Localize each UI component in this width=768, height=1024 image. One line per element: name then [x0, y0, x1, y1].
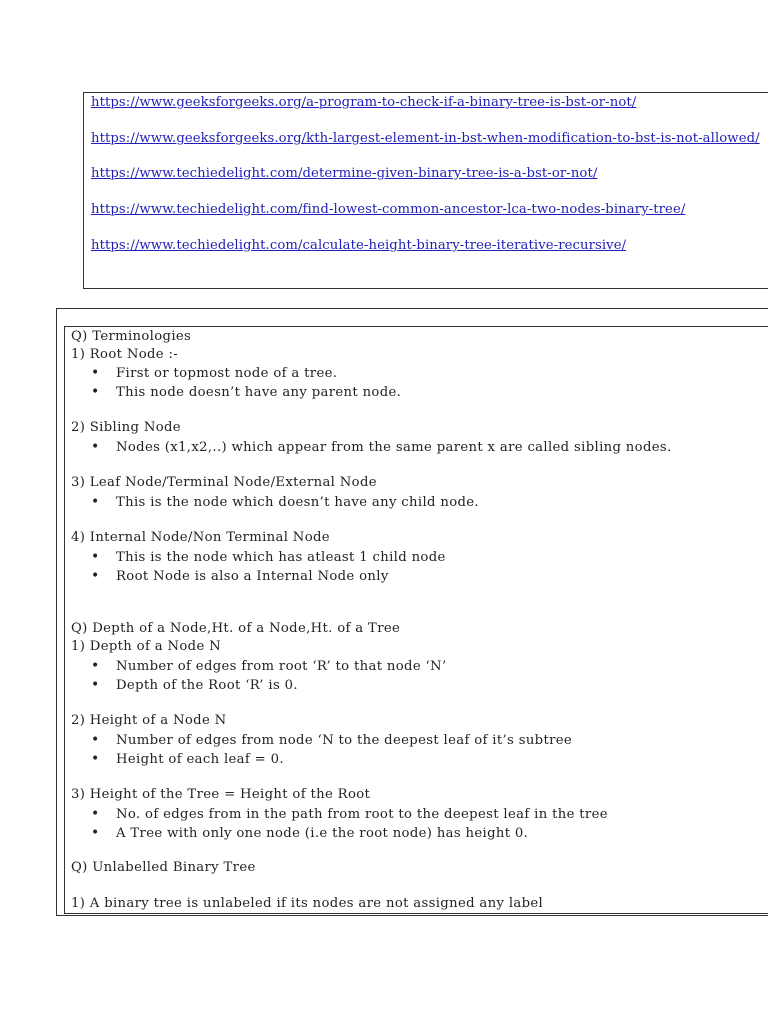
bullet-icon: •	[91, 439, 100, 455]
section-unlabeled-definition: 1) A binary tree is unlabeled if its nodes are not assigned any label	[71, 896, 544, 911]
notes-box	[64, 326, 768, 914]
list-item-text: Nodes (x1,x2,..) which appear from the same parent x are called sibling nodes.	[116, 440, 672, 455]
section-depth-of-node: 1) Depth of a Node N	[71, 639, 222, 654]
list-item	[91, 806, 608, 823]
section-sibling-node: 2) Sibling Node	[71, 420, 181, 435]
list-item-text: This node doesn’t have any parent node.	[116, 385, 402, 400]
section-root-node: 1) Root Node :-	[71, 347, 179, 362]
heading-depth-height: Q) Depth of a Node,Ht. of a Node,Ht. of a Tree	[71, 621, 401, 636]
bullet-icon: •	[91, 825, 100, 841]
heading-unlabelled-binary-tree: Q) Unlabelled Binary Tree	[71, 860, 256, 875]
list-item	[91, 365, 337, 382]
list-item	[91, 549, 446, 566]
section-height-of-node: 2) Height of a Node N	[71, 713, 227, 728]
bullet-icon: •	[91, 677, 100, 693]
list-item	[91, 658, 447, 675]
list-item-text: Number of edges from node ‘N to the deepest leaf of it’s subtree	[116, 733, 573, 748]
list-item-text: Number of edges from root ‘R’ to that node ‘N’	[116, 659, 447, 674]
link-techiedelight-lca[interactable]: https://www.techiedelight.com/find-lowest-common-ancestor-lca-two-nodes-binary-tree/	[91, 202, 686, 217]
section-internal-node: 4) Internal Node/Non Terminal Node	[71, 530, 330, 545]
list-item	[91, 494, 479, 511]
link-gfg-check-bst[interactable]: https://www.geeksforgeeks.org/a-program-to-check-if-a-binary-tree-is-bst-or-not/	[91, 95, 637, 110]
section-leaf-node: 3) Leaf Node/Terminal Node/External Node	[71, 475, 377, 490]
bullet-icon: •	[91, 806, 100, 822]
list-item-text: This is the node which has atleast 1 child node	[116, 550, 446, 565]
section-height-of-tree: 3) Height of the Tree = Height of the Root	[71, 787, 371, 802]
list-item	[91, 439, 672, 456]
list-item-text: A Tree with only one node (i.e the root node) has height 0.	[116, 826, 529, 841]
bullet-icon: •	[91, 732, 100, 748]
bullet-icon: •	[91, 751, 100, 767]
bullet-icon: •	[91, 568, 100, 584]
list-item-text: Root Node is also a Internal Node only	[116, 569, 389, 584]
list-item-text: No. of edges from in the path from root to the deepest leaf in the tree	[116, 807, 608, 822]
bullet-icon: •	[91, 365, 100, 381]
list-item	[91, 384, 401, 401]
list-item	[91, 751, 284, 768]
link-techiedelight-bst[interactable]: https://www.techiedelight.com/determine-given-binary-tree-is-a-bst-or-not/	[91, 166, 598, 181]
bullet-icon: •	[91, 549, 100, 565]
list-item	[91, 677, 298, 694]
list-item	[91, 568, 389, 585]
bullet-icon: •	[91, 494, 100, 510]
list-item-text: First or topmost node of a tree.	[116, 366, 338, 381]
link-techiedelight-height[interactable]: https://www.techiedelight.com/calculate-height-binary-tree-iterative-recursive/	[91, 238, 627, 253]
reference-links-box	[83, 92, 768, 289]
list-item-text: Height of each leaf = 0.	[116, 752, 284, 767]
bullet-icon: •	[91, 384, 100, 400]
link-gfg-kth-largest[interactable]: https://www.geeksforgeeks.org/kth-largest-element-in-bst-when-modification-to-bst-is-not-allowed/	[91, 131, 760, 146]
list-item-text: This is the node which doesn’t have any child node.	[116, 495, 479, 510]
bullet-icon: •	[91, 658, 100, 674]
heading-terminologies: Q) Terminologies	[71, 329, 192, 344]
list-item-text: Depth of the Root ‘R’ is 0.	[116, 678, 298, 693]
list-item	[91, 732, 572, 749]
list-item	[91, 825, 528, 842]
